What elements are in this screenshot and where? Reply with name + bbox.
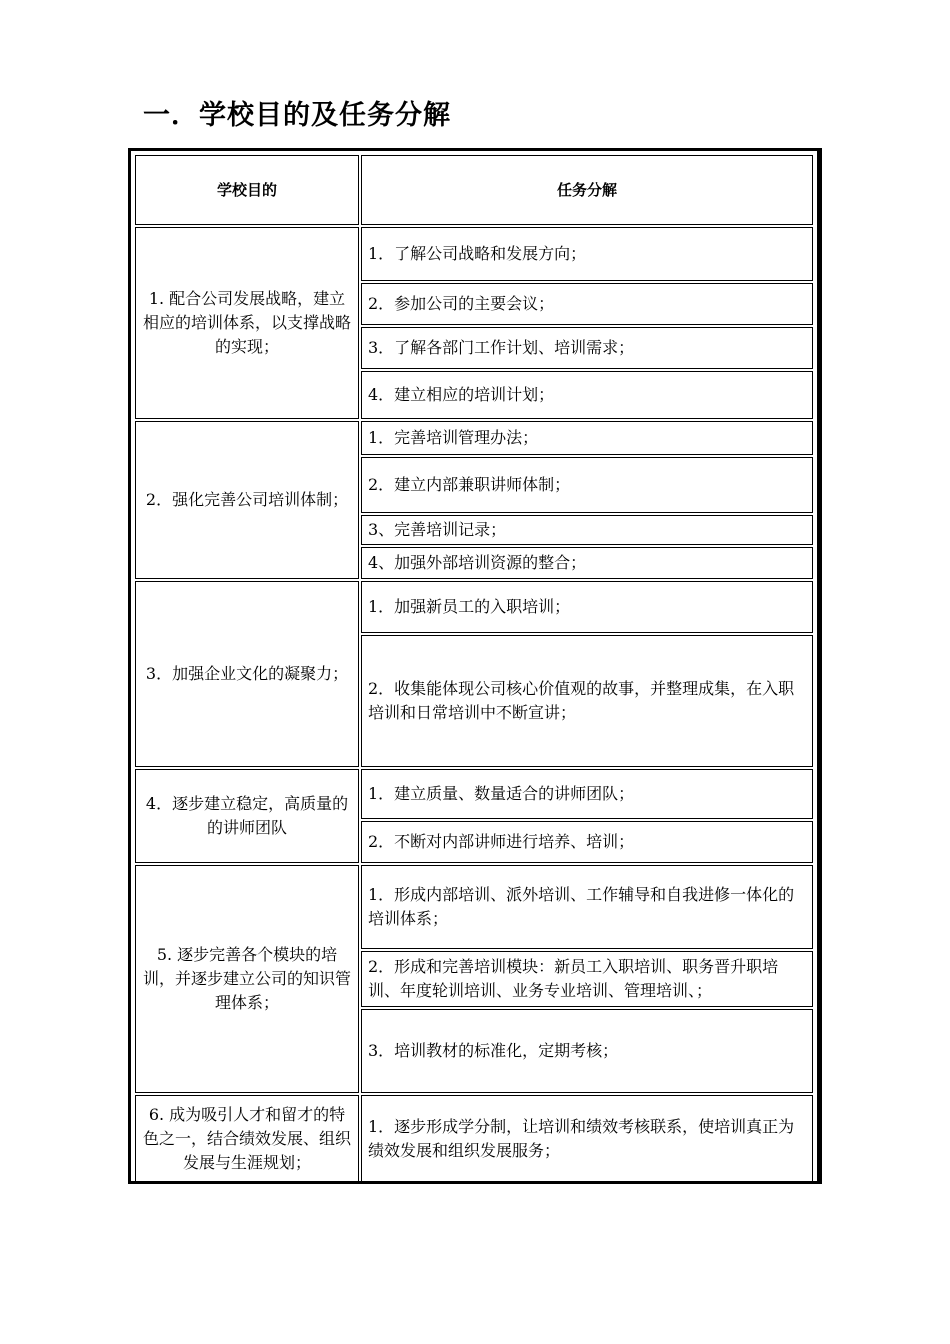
table-row (135, 1095, 813, 1183)
task-cell: 1．形成内部培训、派外培训、工作辅导和自我进修一体化的培训体系； (361, 865, 813, 949)
task-cell: 1．逐步形成学分制，让培训和绩效考核联系，使培训真正为绩效发展和组织发展服务； (361, 1095, 813, 1183)
table-row (135, 865, 813, 949)
header-task-breakdown: 任务分解 (361, 155, 813, 225)
goals-table-frame (128, 148, 822, 1184)
goals-tasks-table (133, 153, 815, 1185)
table-header-row (135, 155, 813, 225)
goal-cell: 3．加强企业文化的凝聚力； (135, 581, 359, 767)
task-cell: 3、完善培训记录； (361, 515, 813, 545)
page-title: 一．学校目的及任务分解 (143, 100, 451, 131)
task-cell: 2．不断对内部讲师进行培养、培训； (361, 821, 813, 863)
header-school-goal: 学校目的 (135, 155, 359, 225)
goal-cell: 6. 成为吸引人才和留才的特色之一，结合绩效发展、组织发展与生涯规划； (135, 1095, 359, 1183)
task-cell: 1．了解公司战略和发展方向； (361, 227, 813, 281)
task-cell: 1．完善培训管理办法； (361, 421, 813, 455)
task-cell: 4、加强外部培训资源的整合； (361, 547, 813, 579)
goal-cell: 4．逐步建立稳定，高质量的的讲师团队 (135, 769, 359, 863)
goal-cell: 1. 配合公司发展战略，建立相应的培训体系，以支撑战略的实现； (135, 227, 359, 419)
task-cell: 2．建立内部兼职讲师体制； (361, 457, 813, 513)
goal-cell: 5. 逐步完善各个模块的培训，并逐步建立公司的知识管理体系； (135, 865, 359, 1093)
table-row (135, 421, 813, 455)
task-cell: 1．建立质量、数量适合的讲师团队； (361, 769, 813, 819)
task-cell: 4．建立相应的培训计划； (361, 371, 813, 419)
task-cell: 1．加强新员工的入职培训； (361, 581, 813, 633)
table-row (135, 769, 813, 819)
table-row (135, 227, 813, 281)
task-cell: 3．了解各部门工作计划、培训需求； (361, 327, 813, 369)
goal-cell: 2．强化完善公司培训体制； (135, 421, 359, 579)
task-cell: 2．形成和完善培训模块：新员工入职培训、职务晋升职培训、年度轮训培训、业务专业培训、管理培训、； (361, 951, 813, 1007)
table-row (135, 581, 813, 633)
task-cell: 2．收集能体现公司核心价值观的故事，并整理成集，在入职培训和日常培训中不断宣讲； (361, 635, 813, 767)
task-cell: 3．培训教材的标准化，定期考核； (361, 1009, 813, 1093)
task-cell: 2．参加公司的主要会议； (361, 283, 813, 325)
